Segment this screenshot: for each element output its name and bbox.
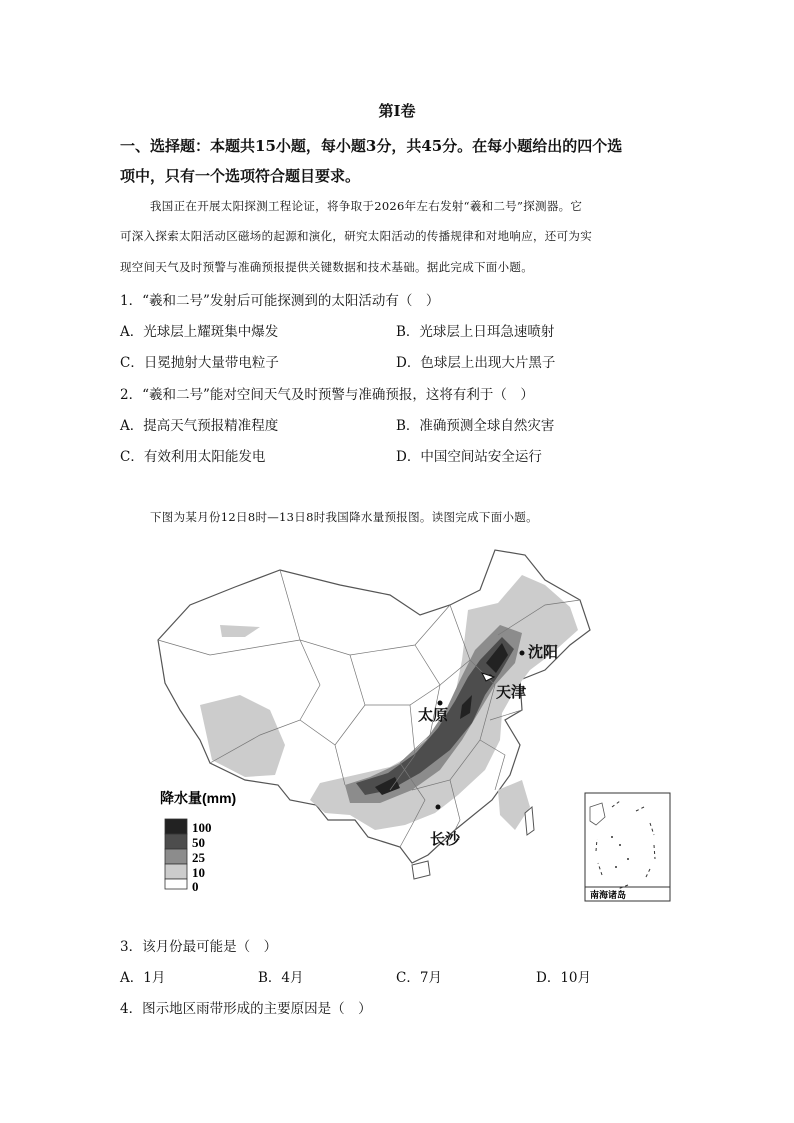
legend-label-25: 25 bbox=[192, 850, 205, 865]
question-2-option-a: A．提高天气预报精准程度 bbox=[120, 418, 279, 434]
question-2-stem: 2．“羲和二号”能对空间天气及时预警与准确预报，这将有利于（ ） bbox=[120, 387, 534, 403]
question-4-stem: 4．图示地区雨带形成的主要原因是（ ） bbox=[120, 1001, 372, 1017]
passage1-line2: 可深入探索太阳活动区磁场的起源和演化，研究太阳活动的传播规律和对地响应，还可为实 bbox=[120, 229, 592, 243]
south-china-sea-inset bbox=[585, 793, 670, 901]
question-3-option-c: C．7月 bbox=[396, 970, 442, 986]
city-label-changsha: 长沙 bbox=[430, 831, 461, 848]
question-3-option-a: A．1月 bbox=[120, 970, 166, 986]
passage1-line1: 我国正在开展太阳探测工程论证，将争取于2026年左右发射“羲和二号”探测器。它 bbox=[150, 199, 583, 213]
question-3-option-b: B．4月 bbox=[258, 970, 304, 986]
question-1-option-c: C．日冕抛射大量带电粒子 bbox=[120, 355, 279, 371]
changsha-marker bbox=[436, 805, 441, 810]
legend-swatch-50 bbox=[165, 834, 187, 849]
question-2-option-c: C．有效利用太阳能发电 bbox=[120, 449, 266, 465]
legend-swatch-0 bbox=[165, 879, 187, 889]
section-heading-line2: 项中，只有一个选项符合题目要求。 bbox=[120, 167, 361, 185]
question-3-option-d: D．10月 bbox=[536, 970, 592, 986]
taiyuan-marker bbox=[438, 701, 443, 706]
question-3-stem: 3．该月份最可能是（ ） bbox=[120, 939, 278, 955]
legend-label-10: 10 bbox=[192, 865, 205, 880]
passage1-line3: 现空间天气及时预警与准确预报提供关键数据和技术基础。据此完成下面小题。 bbox=[120, 260, 533, 274]
question-2-option-b: B．准确预测全球自然灾害 bbox=[396, 418, 555, 434]
question-1-option-d: D．色球层上出现大片黑子 bbox=[396, 355, 556, 371]
map-legend bbox=[160, 790, 236, 894]
shenyang-marker bbox=[520, 651, 525, 656]
question-1-option-b: B．光球层上日珥急速喷射 bbox=[396, 324, 555, 340]
legend-swatch-25 bbox=[165, 849, 187, 864]
question-1-option-a: A．光球层上耀斑集中爆发 bbox=[120, 324, 279, 340]
legend-label-50: 50 bbox=[192, 835, 205, 850]
precipitation-map bbox=[150, 545, 680, 905]
legend-swatch-100 bbox=[165, 819, 187, 834]
section-heading-line1: 一、选择题：本题共15小题，每小题3分，共45分。在每小题给出的四个选 bbox=[120, 137, 623, 155]
legend-title: 降水量(mm) bbox=[160, 790, 237, 806]
city-label-tianjin: 天津 bbox=[496, 684, 527, 701]
question-1-stem: 1．“羲和二号”发射后可能探测到的太阳活动有（ ） bbox=[120, 293, 440, 309]
part-title: 第Ⅰ卷 bbox=[378, 102, 416, 120]
question-2-option-d: D．中国空间站安全运行 bbox=[396, 449, 542, 465]
passage2: 下图为某月份12日8时—13日8时我国降水量预报图。读图完成下面小题。 bbox=[150, 510, 538, 524]
city-label-taiyuan: 太原 bbox=[418, 707, 449, 724]
legend-swatch-10 bbox=[165, 864, 187, 879]
inset-label: 南海诸岛 bbox=[590, 891, 627, 901]
city-label-shenyang: 沈阳 bbox=[528, 644, 559, 661]
legend-label-0: 0 bbox=[192, 879, 199, 894]
legend-label-100: 100 bbox=[192, 820, 212, 835]
